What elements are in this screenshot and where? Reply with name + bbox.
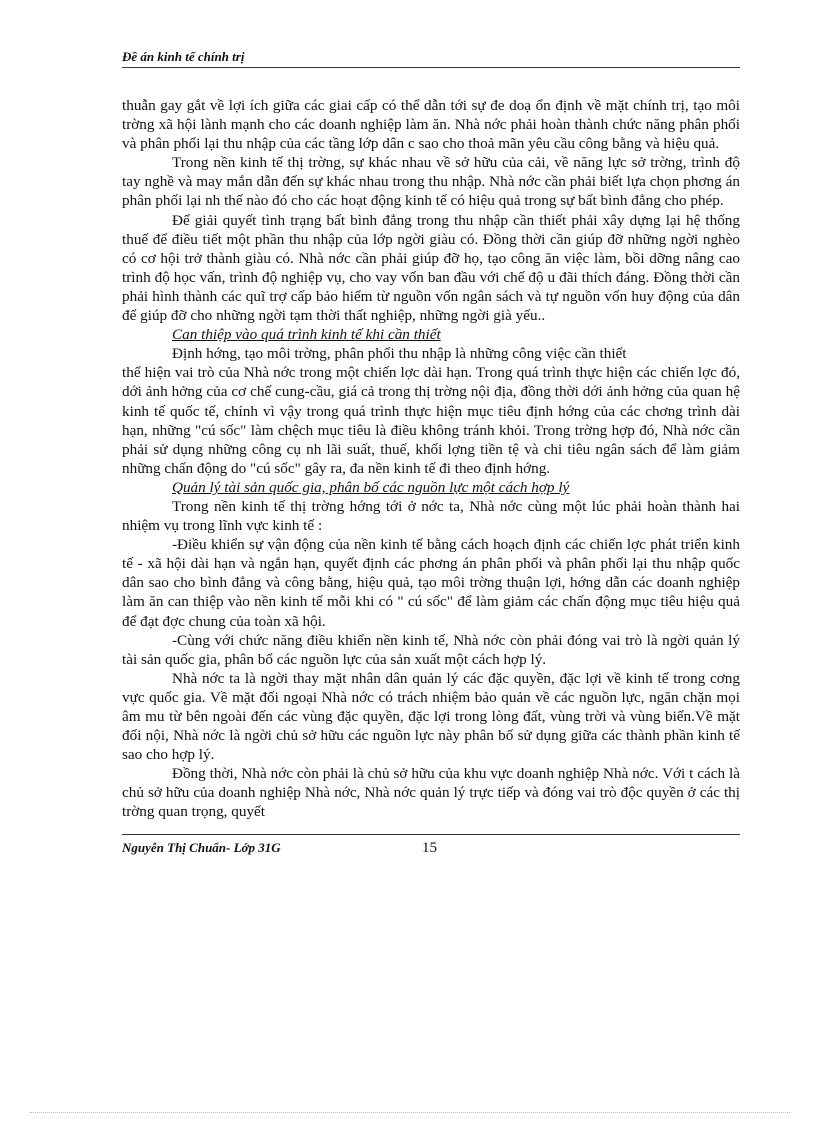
section-heading-asset-management: Quản lý tài sản quốc gia, phân bố các nguồn lực một cách hợp lý	[172, 478, 570, 496]
paragraph-1: thuẫn gay gắt về lợi ích giữa các giai cấp có thể dẫn tới sự đe doạ ổn định về mặt chính trị, tạo môi trờng xã hội lành mạnh cho các doanh nghiệp làm ăn. Nhà nớc phải hoàn thành chức năng phân phối và phân phối lại thu nhập của các tầng lớp dân c sao cho thoả mãn yêu cầu công bằng và hiệu quả.	[122, 97, 740, 153]
paragraph-5: Trong nền kinh tế thị trờng hớng tới ở nớc ta, Nhà nớc cùng một lúc phải hoàn thành hai nhiệm vụ trong lĩnh vực kinh tế :	[122, 497, 740, 535]
paragraph-4b: thể hiện vai trò của Nhà nớc trong một chiến lợc dài hạn. Trong quá trình thực hiện các chiến lợc đó, dới ảnh hởng của cơ chế cung-cầu, giá cả trong thị trờng nội địa, đồng thời dới ảnh hởng của quan hệ kinh tế quốc tế, chính vì vậy trong quá trình thực hiện mục tiêu định hớng của các chơng trình dài hạn, những "cú sốc" làm chệch mục tiêu là điều không tránh khỏi. Trong trờng hợp đó, Nhà nớc cần phải sử dụng những công cụ nh lãi suất, thuế, khối lợng tiền tệ và chi tiêu ngân sách để làm giảm những chấn động do "cú sốc" gây ra, đa nền kinh tế đi theo định hớng.	[122, 364, 740, 477]
paragraph-7: -Cùng với chức năng điều khiển nền kinh tế, Nhà nớc còn phải đóng vai trò là ngời quản lý tài sản quốc gia, phân bổ các nguồn lực của sản xuất một cách hợp lý.	[122, 631, 740, 668]
paragraph-4a: Định hớng, tạo môi trờng, phân phối thu nhập là những công việc cần thiết	[172, 345, 627, 363]
page-number: 15	[422, 840, 437, 856]
header-title: Đề án kinh tế chính trị	[122, 49, 245, 64]
page-edge-dotted-line	[30, 1112, 790, 1113]
paragraph-6: -Điều khiển sự vận động của nền kinh tế bằng cách hoạch định các chiến lợc phát triển kinh tế - xã hội dài hạn và ngắn hạn, quyết định các phơng án phân phối và phân phối lại thu nhập quốc dân sao cho bình đẳng và công bằng, hiệu quả, tạo môi trờng thuận lợi, hớng dẫn các doanh nghiệp làm ăn can thiệp vào nền kinh tế mỗi khi có " cú sốc" để làm giảm các chấn động mục tiêu hiệu quả để đạt đợc chung của toàn xã hội.	[122, 536, 740, 630]
paragraph-9: Đồng thời, Nhà nớc còn phải là chủ sở hữu của khu vực doanh nghiệp Nhà nớc. Với t cách là chủ sở hữu của doanh nghiệp Nhà nớc, Nhà nớc quản lý trực tiếp và đóng vai trò độc quyền ở các thị trờng quan trọng, quyết	[122, 765, 740, 821]
paragraph-2: Trong nền kinh tế thị trờng, sự khác nhau về sở hữu của cải, về năng lực sở trờng, trình độ tay nghề và may mắn dẫn đến sự khác nhau trong thu nhập. Nhà nớc cần phải biết lựa chọn phơng án phân phối lại nh thế nào đó cho các hoạt động kinh tế có hiệu quả trong sự bất bình đẳng cho phép.	[122, 154, 740, 210]
paragraph-3: Để giải quyết tình trạng bất bình đẳng trong thu nhập cần thiết phải xây dựng lại hệ thống thuế để điều tiết một phần thu nhập của lớp ngời giàu có. Đồng thời cần giúp đỡ những ngời nghèo có cơ hội trở thành giàu có. Nhà nớc cần phải giúp đỡ họ, tạo công ăn việc làm, bồi dỡng nâng cao trình độ học vấn, trình độ nghiệp vụ, cho vay vốn ban đầu với chế độ u đãi thích đáng. Đồng thời cần phải hình thành các quĩ trợ cấp bảo hiểm từ nguồn vốn ngân sách và tự nguồn vốn huy động của dân để giúp đỡ cho những ngời tạm thời thất nghiệp, những ngời già yếu..	[122, 211, 740, 325]
section-heading-intervention: Can thiệp vào quá trình kinh tế khi cần thiết	[172, 326, 441, 344]
footer-author: Nguyễn Thị Chuẩn- Lớp 31G	[122, 840, 281, 855]
footer-divider	[122, 834, 740, 835]
document-body	[122, 96, 740, 832]
paragraph-8: Nhà nớc ta là ngời thay mặt nhân dân quản lý các đặc quyền, đặc lợi về kinh tế trong cơng vực quốc gia. Về mặt đối ngoại Nhà nớc có trách nhiệm bảo quản về các nguồn lực, ngăn chặn mọi âm mu từ bên ngoài đến các vùng đặc quyền, đặc lợi trong lòng đất, vùng trời và vùng biển.Về mặt đối nội, Nhà nớc là ngời chủ sở hữu các nguồn lực này phân bố sử dụng giữa các thành phần kinh tế sao cho hợp lý.	[122, 669, 740, 764]
page-header	[122, 47, 740, 68]
